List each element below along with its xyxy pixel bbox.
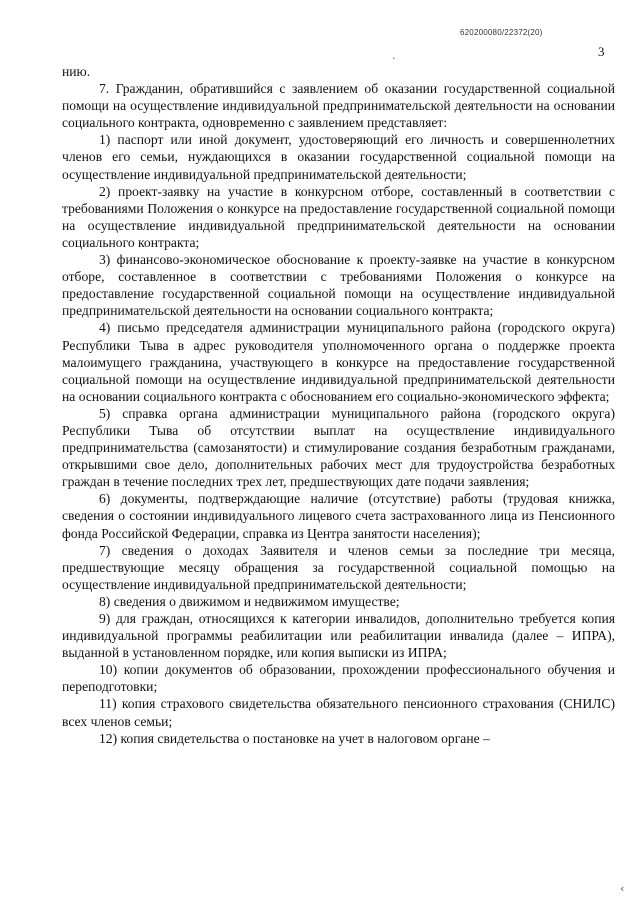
paragraph-item-7: 7. Гражданин, обратившийся с заявлением об оказании государственной социальной помощи на осуществление индивидуальной предпринимательской деятельности на основании социального контракта, одновременно с заявлением представляет: [62,81,615,131]
list-item-4: 4) письмо председателя администрации муниципального района (городского округа) Республики Тыва в адрес руководителя уполномоченного органа о поддержке проекта малоимущего гражданина, участвующего в конкурсе на предоставление государственной социальной помощи на осуществление индивидуальной предпринимательской деятельности на основании социального контракта с обоснованием его социально-экономического эффекта; [62,320,615,404]
list-item-2: 2) проект-заявку на участие в конкурсном отборе, составленный в соответствии с требованиями Положения о конкурсе на предоставление государственной социальной помощи на осуществление индивидуальной предпринимательской деятельности на основании социального контракта; [62,183,615,250]
document-id: 620200080/22372(20) [460,28,543,37]
list-item-12: 12) копия свидетельства о постановке на учет в налоговом органе – [99,730,490,746]
page-number: 3 [598,44,605,59]
scan-mark: ‹ [620,882,625,895]
document-body [62,63,615,747]
list-item-9: 9) для граждан, относящихся к категории инвалидов, дополнительно требуется копия индивидуальной программы реабилитации или реабилитации инвалида (далее – ИПРА), выданной в установленном порядке, или копия выписки из ИПРА; [62,611,615,661]
scan-mark: · [392,52,396,65]
list-item-3: 3) финансово-экономическое обоснование к проекту-заявке на участие в конкурсном отборе, составленное в соответствии с требованиями Положения о конкурсе на предоставление государственной социальной помощи на осуществление индивидуальной предпринимательской деятельности на основании социального контракта; [62,252,615,319]
list-item-1: 1) паспорт или иной документ, удостоверяющий его личность и совершеннолетних членов его семьи, нуждающихся в оказании государственной социальной помощи на осуществление индивидуальной предпринимательской деятельности; [62,132,615,182]
list-item-6: 6) документы, подтверждающие наличие (отсутствие) работы (трудовая книжка, сведения о состоянии индивидуального лицевого счета застрахованного лица из Пенсионного фонда Российской Федерации, справка из Центра занятости населения); [62,491,615,541]
list-item-11: 11) копия страхового свидетельства обязательного пенсионного страхования (СНИЛС) всех членов семьи; [62,696,615,729]
list-item-7: 7) сведения о доходах Заявителя и членов семьи за последние три месяца, предшествующие месяцу обращения за государственной социальной помощью на осуществление индивидуальной предпринимательской деятельности; [62,542,615,592]
list-item-5: 5) справка органа администрации муниципального района (городского округа) Республики Тыва об отсутствии выплат на осуществление индивидуального предпринимательства (самозанятости) и стимулирование создания безработным гражданами, открывшими свое дело, дополнительных рабочих мест для трудоустройства безработных граждан в течение последних трех лет, предшествующих дате подачи заявления; [62,405,615,490]
list-item-10: 10) копии документов об образовании, прохождении профессионального обучения и переподготовки; [62,662,615,695]
paragraph-continuation: нию. [62,64,91,79]
list-item-8: 8) сведения о движимом и недвижимом имуществе; [99,593,400,609]
